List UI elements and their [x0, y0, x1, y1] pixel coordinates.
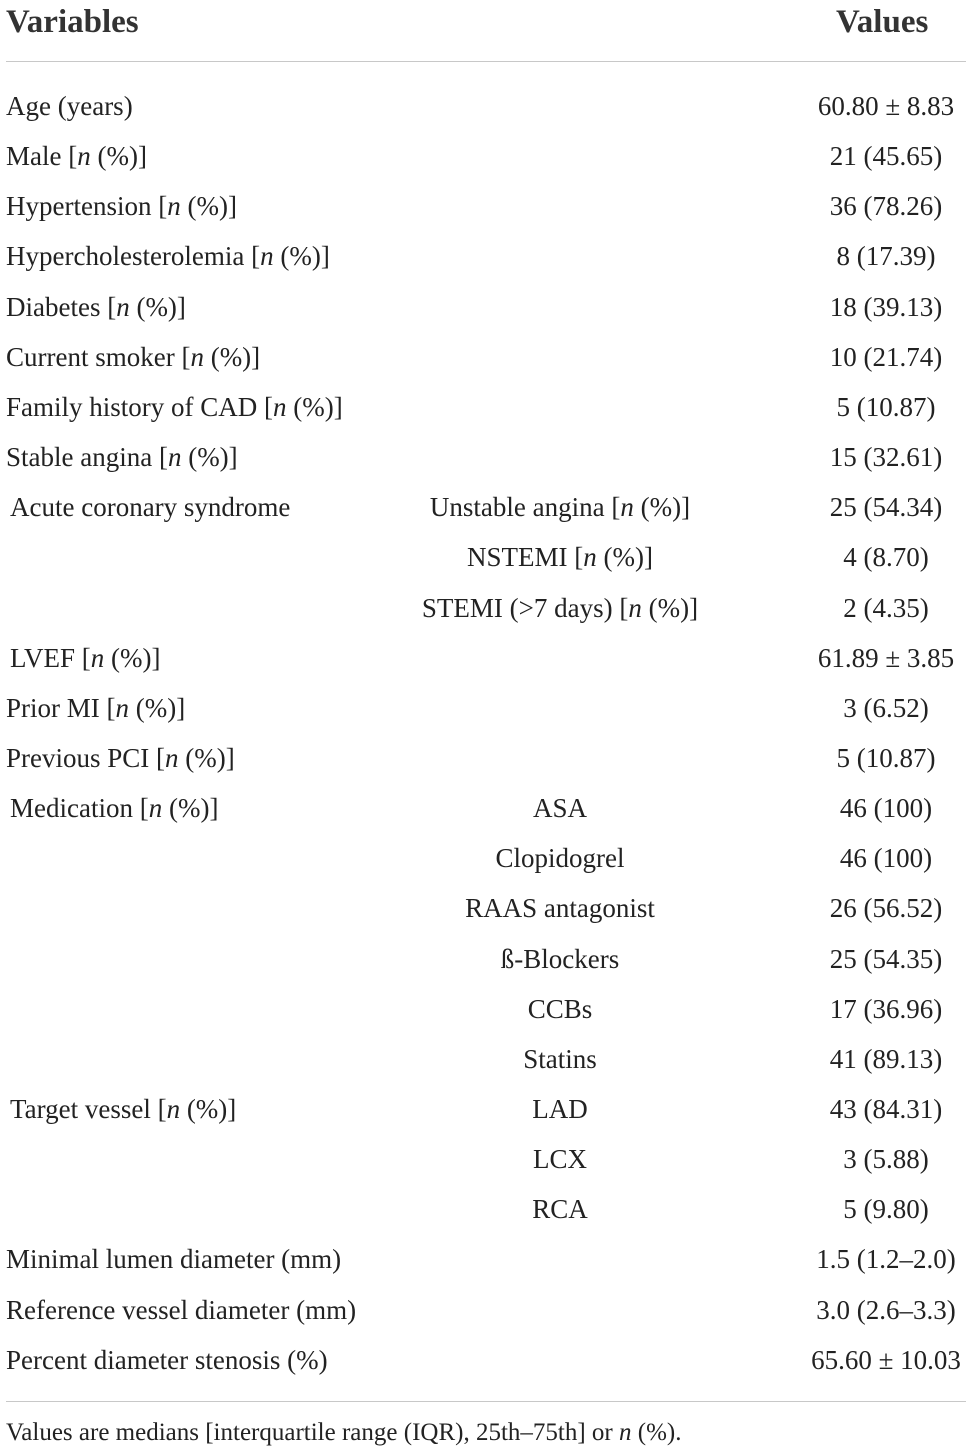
- table-row: [0, 1234, 972, 1284]
- table-row: [0, 432, 972, 482]
- table-footnote: Values are medians [interquartile range (IQR), 25th–75th] or n (%).: [6, 1419, 682, 1446]
- table-row: [0, 181, 972, 231]
- row-value: 3 (5.88): [843, 1144, 929, 1175]
- row-label: Diabetes [n (%)]: [6, 291, 186, 322]
- values-column-header: Values: [836, 4, 929, 40]
- row-label: Minimal lumen diameter (mm): [6, 1244, 342, 1275]
- row-value: 2 (4.35): [843, 592, 929, 623]
- row-value: 25 (54.35): [829, 943, 943, 974]
- table-row: [0, 733, 972, 783]
- row-label: Family history of CAD [n (%)]: [6, 391, 343, 422]
- table-row: [0, 332, 972, 382]
- table-row: [0, 934, 972, 984]
- row-label: Medication [n (%)]: [10, 793, 219, 824]
- table-row: [0, 633, 972, 683]
- row-sublabel: Clopidogrel: [495, 843, 625, 874]
- table-header: [0, 0, 972, 46]
- row-label: Acute coronary syndrome: [10, 492, 291, 523]
- row-value: 61.89 ± 3.85: [817, 642, 955, 673]
- table-row: [0, 683, 972, 733]
- row-sublabel: ß-Blockers: [500, 943, 620, 974]
- row-sublabel: Unstable angina [n (%)]: [429, 492, 691, 523]
- table-row: [0, 1184, 972, 1234]
- row-label: Hypercholesterolemia [n (%)]: [6, 241, 330, 272]
- table-row: [0, 282, 972, 332]
- row-value: 43 (84.31): [829, 1094, 943, 1124]
- table-row: [0, 984, 972, 1034]
- table-row: [0, 382, 972, 432]
- row-label: Target vessel [n (%)]: [10, 1094, 237, 1124]
- row-sublabel: LAD: [532, 1094, 588, 1124]
- table-row: [0, 1084, 972, 1134]
- row-label: Hypertension [n (%)]: [6, 191, 237, 222]
- table-row: [0, 883, 972, 933]
- row-value: 65.60 ± 10.03: [811, 1344, 961, 1375]
- row-label: Reference vessel diameter (mm): [6, 1294, 357, 1325]
- row-label: Prior MI [n (%)]: [6, 692, 186, 723]
- row-value: 10 (21.74): [829, 341, 943, 372]
- table-row: [0, 1335, 972, 1385]
- row-sublabel: RCA: [532, 1194, 588, 1225]
- row-sublabel: Statins: [523, 1043, 597, 1074]
- row-value: 3.0 (2.6–3.3): [816, 1294, 956, 1325]
- row-label: Age (years): [6, 91, 133, 121]
- table-row: [0, 532, 972, 582]
- table-row: [0, 1285, 972, 1335]
- row-value: 18 (39.13): [829, 291, 943, 322]
- row-value: 17 (36.96): [829, 993, 943, 1024]
- row-label: Male [n (%)]: [6, 141, 147, 172]
- row-label: Percent diameter stenosis (%): [6, 1344, 328, 1375]
- row-value: 3 (6.52): [843, 692, 929, 723]
- table-row: [0, 1034, 972, 1084]
- row-value: 5 (10.87): [836, 391, 936, 422]
- row-value: 60.80 ± 8.83: [817, 91, 955, 121]
- row-value: 8 (17.39): [836, 241, 936, 272]
- row-value: 21 (45.65): [829, 141, 943, 172]
- row-label: Previous PCI [n (%)]: [6, 742, 235, 773]
- row-sublabel: RAAS antagonist: [465, 893, 655, 924]
- table-row: [0, 833, 972, 883]
- row-value: 4 (8.70): [843, 542, 929, 573]
- header-divider: [6, 61, 966, 62]
- table-row: [0, 131, 972, 181]
- row-sublabel: LCX: [533, 1144, 587, 1175]
- table-row: [0, 583, 972, 633]
- table-row: [0, 231, 972, 281]
- row-sublabel: NSTEMI [n (%)]: [467, 542, 653, 573]
- footer-divider: [6, 1401, 966, 1402]
- table-row: [0, 783, 972, 833]
- row-sublabel: CCBs: [527, 993, 593, 1024]
- row-value: 41 (89.13): [829, 1043, 943, 1074]
- row-value: 46 (100): [839, 793, 933, 824]
- row-value: 5 (10.87): [836, 742, 936, 773]
- table-row: [0, 1134, 972, 1184]
- row-label: Stable angina [n (%)]: [6, 442, 238, 473]
- row-value: 46 (100): [839, 843, 933, 874]
- table-row: [0, 81, 972, 131]
- row-sublabel: ASA: [532, 793, 587, 824]
- table-row: [0, 482, 972, 532]
- row-value: 36 (78.26): [829, 191, 943, 222]
- variables-column-header: Variables: [6, 4, 139, 40]
- row-value: 25 (54.34): [829, 492, 943, 523]
- row-label: Current smoker [n (%)]: [6, 341, 261, 372]
- row-label: LVEF [n (%)]: [10, 642, 161, 673]
- row-value: 26 (56.52): [829, 893, 943, 924]
- row-sublabel: STEMI (>7 days) [n (%)]: [421, 592, 699, 623]
- row-value: 5 (9.80): [843, 1194, 929, 1225]
- row-value: 15 (32.61): [829, 442, 943, 473]
- row-value: 1.5 (1.2–2.0): [816, 1244, 956, 1275]
